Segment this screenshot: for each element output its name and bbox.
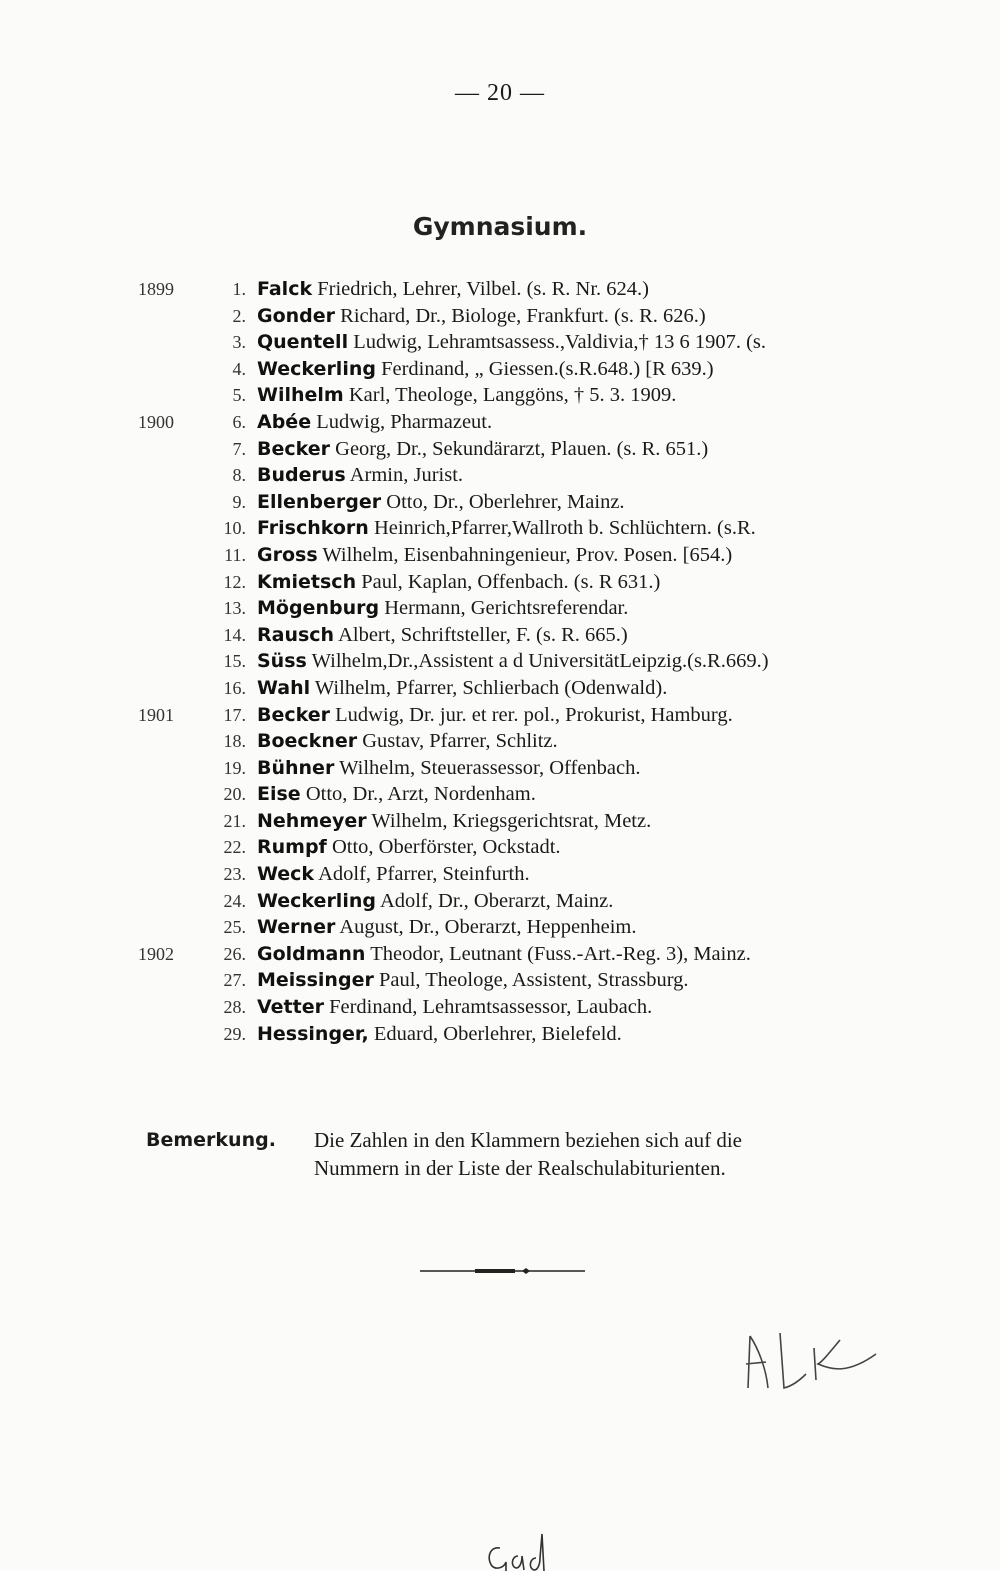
graduate-entry	[0, 542, 1000, 569]
entry-details: Adolf, Dr., Oberarzt, Mainz.	[379, 889, 614, 912]
remark-line-2: Nummern in der Liste der Realschulabiturienten.	[314, 1156, 726, 1180]
graduate-entry	[0, 489, 1000, 516]
entry-surname: Nehmeyer	[257, 809, 367, 832]
graduate-entry	[0, 914, 1000, 941]
entry-text	[257, 914, 637, 941]
remark-label: Bemerkung.	[146, 1129, 276, 1151]
entry-details: Wilhelm, Steuerassessor, Offenbach.	[339, 756, 641, 779]
graduate-entry	[0, 728, 1000, 755]
entry-surname: Frischkorn	[257, 517, 369, 540]
graduate-entry	[0, 436, 1000, 463]
entry-surname: Becker	[257, 703, 331, 726]
entry-surname: Wilhelm	[257, 384, 344, 407]
entry-surname: Weckerling	[257, 889, 376, 912]
entry-text	[257, 276, 649, 303]
entry-text	[257, 755, 641, 782]
graduate-entry	[0, 888, 1000, 915]
entry-surname: Meissinger	[257, 969, 374, 992]
entry-surname: Süss	[257, 650, 307, 673]
entry-number: 10.	[223, 518, 246, 539]
entry-details: Ludwig, Lehramtsassess.,Valdivia,† 13 6 1907. (s.	[353, 331, 767, 354]
entry-details: Friedrich, Lehrer, Vilbel. (s. R. Nr. 624.)	[317, 278, 649, 300]
entry-number: 8.	[232, 465, 246, 486]
graduate-entry	[0, 409, 1000, 436]
entry-text	[257, 489, 625, 516]
entry-details: Paul, Kaplan, Offenbach. (s. R 631.)	[361, 570, 661, 593]
graduate-entry	[0, 861, 1000, 888]
entry-details: Richard, Dr., Biologe, Frankfurt. (s. R. 626.)	[340, 304, 706, 327]
section-heading: Gymnasium.	[412, 212, 588, 241]
graduate-entry	[0, 675, 1000, 702]
entry-text	[257, 382, 676, 409]
remark-line-1: Die Zahlen in den Klammern beziehen sich auf die	[314, 1128, 742, 1152]
entry-details: Otto, Dr., Arzt, Nordenham.	[305, 783, 536, 806]
graduate-entry	[0, 702, 1000, 729]
entry-surname: Boeckner	[257, 730, 358, 753]
entry-surname: Falck	[257, 278, 313, 300]
entry-details: Karl, Theologe, Langgöns, † 5. 3. 1909.	[348, 384, 677, 407]
entry-details: Paul, Theologe, Assistent, Strassburg.	[378, 969, 689, 992]
entry-year: 1901	[138, 704, 174, 725]
entry-details: Gustav, Pfarrer, Schlitz.	[362, 730, 558, 753]
entry-surname: Buderus	[257, 464, 346, 487]
entry-number: 5.	[232, 385, 246, 406]
entry-text	[257, 967, 689, 994]
entry-text	[257, 595, 628, 622]
entry-number: 25.	[223, 917, 246, 938]
entry-number: 2.	[232, 305, 246, 326]
entry-number: 3.	[232, 332, 246, 353]
entry-surname: Wahl	[257, 676, 311, 699]
entry-surname: Bühner	[257, 756, 335, 779]
entry-surname: Becker	[257, 437, 331, 460]
entry-number: 9.	[232, 491, 246, 512]
entry-number: 7.	[232, 438, 246, 459]
entry-surname: Eise	[257, 783, 301, 806]
entry-text	[257, 329, 766, 356]
entry-details: Eduard, Oberlehrer, Bielefeld.	[373, 1022, 622, 1045]
entry-surname: Vetter	[257, 996, 324, 1019]
graduate-entry	[0, 648, 1000, 675]
handwritten-signature	[740, 1318, 880, 1398]
entry-number: 6.	[232, 411, 246, 432]
graduate-entry	[0, 462, 1000, 489]
entry-number: 26.	[223, 943, 246, 964]
graduate-entry	[0, 1021, 1000, 1048]
entry-details: Ludwig, Dr. jur. et rer. pol., Prokurist, Hamburg.	[335, 703, 733, 726]
graduate-entry	[0, 808, 1000, 835]
entry-number: 17.	[223, 704, 246, 725]
entry-text	[257, 356, 714, 383]
graduate-entry	[0, 595, 1000, 622]
entry-text	[257, 436, 708, 463]
entry-number: 12.	[223, 571, 246, 592]
entry-number: 29.	[223, 1023, 246, 1044]
entry-number: 14.	[223, 624, 246, 645]
entry-surname: Gross	[257, 543, 318, 566]
entry-text	[257, 834, 561, 861]
entry-text	[257, 622, 628, 649]
entry-number: 20.	[223, 784, 246, 805]
entry-year: 1900	[138, 411, 174, 432]
graduate-entry	[0, 356, 1000, 383]
entry-details: Ferdinand, Lehramtsassessor, Laubach.	[329, 996, 653, 1019]
entry-surname: Gonder	[257, 304, 336, 327]
entry-text	[257, 861, 530, 888]
entry-details: Armin, Jurist.	[349, 464, 464, 487]
entry-surname: Weckerling	[257, 357, 376, 380]
entry-text	[257, 702, 733, 729]
entry-details: Hermann, Gerichtsreferendar.	[384, 597, 629, 620]
entry-surname: Goldmann	[257, 942, 366, 965]
entry-year: 1899	[138, 279, 174, 299]
entry-text	[257, 675, 667, 702]
entry-text	[257, 462, 463, 489]
entry-text	[257, 515, 756, 542]
entry-text	[257, 808, 651, 835]
handwritten-mark	[478, 1528, 548, 1571]
entry-details: August, Dr., Oberarzt, Heppenheim.	[339, 916, 637, 939]
entry-text	[257, 1021, 622, 1048]
entry-details: Heinrich,Pfarrer,Wallroth b. Schlüchtern. (s.R.	[373, 517, 756, 540]
entry-surname: Kmietsch	[257, 570, 357, 593]
entry-details: Wilhelm, Kriegsgerichtsrat, Metz.	[371, 809, 652, 832]
entry-surname: Werner	[257, 916, 336, 939]
graduate-entry	[0, 941, 1000, 968]
entry-number: 19.	[223, 757, 246, 778]
entry-text	[257, 994, 652, 1021]
entry-number: 4.	[232, 358, 246, 379]
entry-text	[257, 409, 492, 436]
entry-details: Wilhelm, Eisenbahningenieur, Prov. Posen. [654.)	[322, 543, 733, 566]
entry-number: 24.	[223, 890, 246, 911]
graduate-entry	[0, 382, 1000, 409]
page-number: — 20 —	[455, 80, 545, 106]
entry-details: Wilhelm, Pfarrer, Schlierbach (Odenwald).	[314, 676, 668, 699]
graduate-entry	[0, 994, 1000, 1021]
entry-surname: Rumpf	[257, 836, 327, 859]
entry-number: 21.	[223, 810, 246, 831]
entry-text	[257, 888, 613, 915]
entry-number: 18.	[223, 731, 246, 752]
graduate-entry	[0, 515, 1000, 542]
entry-text	[257, 303, 706, 330]
entry-details: Otto, Oberförster, Ockstadt.	[331, 836, 561, 859]
entry-text	[257, 569, 660, 596]
entry-details: Theodor, Leutnant (Fuss.-Art.-Reg. 3), Mainz.	[370, 942, 751, 965]
graduate-list	[0, 276, 1000, 1047]
graduate-entry	[0, 967, 1000, 994]
entry-number: 27.	[223, 970, 246, 991]
graduate-entry	[0, 781, 1000, 808]
entry-number: 13.	[223, 598, 246, 619]
entry-number: 23.	[223, 864, 246, 885]
remark-text	[314, 1126, 944, 1182]
entry-number: 22.	[223, 837, 246, 858]
entry-surname: Weck	[257, 863, 315, 886]
entry-number: 28.	[223, 997, 246, 1018]
graduate-entry	[0, 276, 1000, 303]
entry-text	[257, 648, 769, 675]
entry-text	[257, 941, 751, 968]
entry-surname: Mögenburg	[257, 597, 380, 620]
graduate-entry	[0, 569, 1000, 596]
entry-surname: Quentell	[257, 331, 349, 354]
entry-surname: Ellenberger	[257, 490, 382, 513]
entry-surname: Rausch	[257, 623, 335, 646]
entry-text	[257, 781, 536, 808]
entry-surname: Hessinger,	[257, 1022, 369, 1045]
entry-number: 16.	[223, 677, 246, 698]
entry-details: Otto, Dr., Oberlehrer, Mainz.	[386, 490, 625, 513]
entry-number: 11.	[224, 544, 246, 565]
entry-details: Adolf, Pfarrer, Steinfurth.	[318, 863, 530, 886]
entry-surname: Abée	[257, 410, 312, 433]
graduate-entry	[0, 329, 1000, 356]
entry-details: Ferdinand, „ Giessen.(s.R.648.) [R 639.)	[381, 357, 714, 380]
entry-year: 1902	[138, 943, 174, 964]
ornament-divider	[420, 1266, 585, 1276]
graduate-entry	[0, 755, 1000, 782]
entry-details: Ludwig, Pharmazeut.	[316, 410, 493, 433]
graduate-entry	[0, 303, 1000, 330]
entry-number: 15.	[223, 651, 246, 672]
graduate-entry	[0, 622, 1000, 649]
entry-details: Albert, Schriftsteller, F. (s. R. 665.)	[338, 623, 628, 646]
graduate-entry	[0, 834, 1000, 861]
entry-details: Wilhelm,Dr.,Assistent a d UniversitätLeipzig.(s.R.669.)	[311, 650, 769, 673]
entry-text	[257, 728, 558, 755]
entry-details: Georg, Dr., Sekundärarzt, Plauen. (s. R. 651.)	[335, 437, 709, 460]
entry-text	[257, 542, 732, 569]
entry-number: 1.	[232, 279, 246, 299]
